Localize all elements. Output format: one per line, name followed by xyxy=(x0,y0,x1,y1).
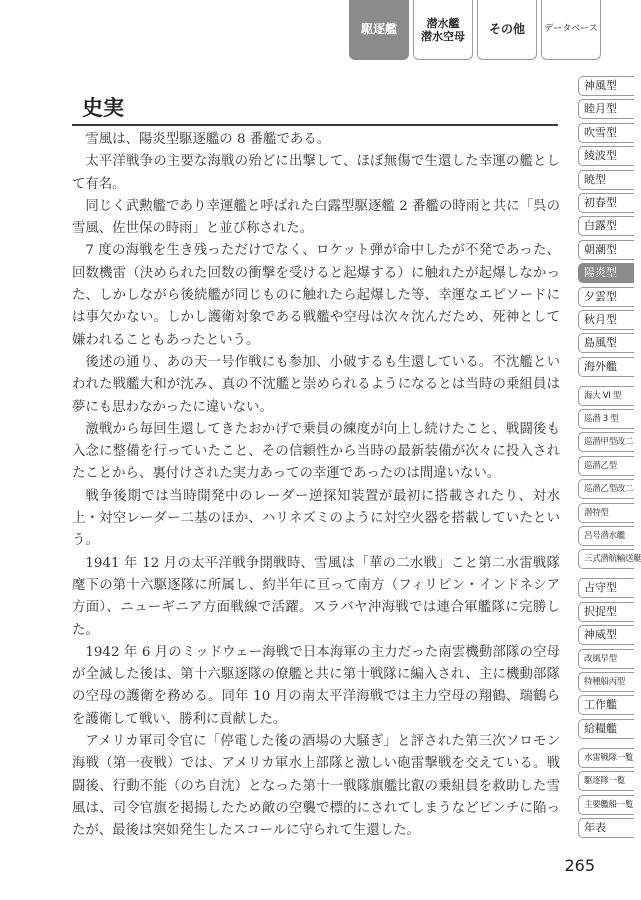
body-text xyxy=(72,129,560,843)
side-tab-31[interactable]: 年表 xyxy=(578,818,634,838)
side-tab-6[interactable]: 白露型 xyxy=(578,216,634,236)
top-tab-1[interactable]: 潜水艦 潜水空母 xyxy=(413,0,473,60)
side-tab-18[interactable]: 潜特型 xyxy=(578,503,634,523)
page-number: 265 xyxy=(564,856,595,875)
side-tab-5[interactable]: 初春型 xyxy=(578,193,634,213)
side-tab-21[interactable]: 占守型 xyxy=(578,578,634,598)
paragraph: 1941 年 12 月の太平洋戦争開戦時、雪風は「華の二水戦」こと第二水雷戦隊麾下の第十六駆逐隊に所属し、約半年に亘って南方（フィリピン・インドネシア方面）、ニューギニア方面戦線で活躍。スラバヤ沖海戦では連合軍艦隊に完勝した。 xyxy=(72,555,560,638)
paragraph: 7 度の海戦を生き残っただけでなく、ロケット弾が命中したが不発であった、回数機雷（決められた回数の衝撃を受けると起爆する）に触れたが起爆しなかった、しかしながら後続艦が同じものに触れたら起爆した等、幸運なエピソードには事欠かない。しかし護衛対象である戦艦や空母は次々沈んだため、死神として嫌われることもあったという。 xyxy=(72,243,560,348)
side-tab-16[interactable]: 巡潜乙型 xyxy=(578,456,634,476)
side-tab-8[interactable]: 陽炎型 xyxy=(578,263,634,283)
side-tab-27[interactable]: 給糧艦 xyxy=(578,719,634,739)
side-tab-29[interactable]: 駆逐隊一覧 xyxy=(578,771,634,791)
paragraph: 雪風は、陽炎型駆逐艦の 8 番艦である。 xyxy=(85,132,331,147)
side-tab-23[interactable]: 神威型 xyxy=(578,625,634,645)
side-index-tabs xyxy=(578,76,641,841)
side-tab-22[interactable]: 択捉型 xyxy=(578,602,634,622)
side-tab-15[interactable]: 巡潜甲型改二 xyxy=(578,432,634,452)
paragraph: アメリカ軍司令官に「停電した後の酒場の大騒ぎ」と評された第三次ソロモン海戦（第一夜戦）では、アメリカ軍水上部隊と激しい砲雷撃戦を交えている。戦闘後、行動不能（のち自沈）となった第十一戦隊旗艦比叡の乗組員を救助した雪風は、司令官旗を掲揚したため敵の空襲で標的にされてしまうなどピンチに陥ったが、最後は突如発生したスコールに守られて生還した。 xyxy=(72,734,560,839)
side-tab-10[interactable]: 秋月型 xyxy=(578,310,634,330)
paragraph: 1942 年 6 月のミッドウェー海戦で日本海軍の主力だった南雲機動部隊の空母が全滅した後は、第十六駆逐隊の僚艦と共に第十戦隊に編入され、主に機動部隊の空母の護衛を務める。同年 10 月の南太平洋海戦では主力空母の翔鶴、瑞鶴らを護衛して戦い、勝利に貢献した。 xyxy=(72,644,560,727)
side-tab-26[interactable]: 工作艦 xyxy=(578,695,634,715)
side-tab-17[interactable]: 巡潜乙型改二 xyxy=(578,479,634,499)
side-tab-1[interactable]: 睦月型 xyxy=(578,99,634,119)
side-tab-7[interactable]: 朝潮型 xyxy=(578,240,634,260)
paragraph: 太平洋戦争の主要な海戦の殆どに出撃して、ほぼ無傷で生還した幸運の艦として有名。 xyxy=(72,154,560,192)
top-tab-2[interactable]: その他 xyxy=(477,0,537,60)
side-tab-9[interactable]: 夕雲型 xyxy=(578,287,634,307)
side-tab-2[interactable]: 吹雪型 xyxy=(578,123,634,143)
side-tab-0[interactable]: 神風型 xyxy=(578,76,634,96)
side-tab-20[interactable]: 三式潜航輸送艇 xyxy=(578,549,634,569)
side-tab-3[interactable]: 綾波型 xyxy=(578,146,634,166)
section-title-rule xyxy=(72,124,558,126)
paragraph: 激戦から毎回生還してきたおかげで乗員の練度が向上し続けたこと、戦闘後も入念に整備を行っていたこと、その信頼性から当時の最新装備が次々に投入されたことから、裏付けされた実力あっての幸運であったのは間違いない。 xyxy=(72,421,560,482)
side-tab-25[interactable]: 特種船丙型 xyxy=(578,672,634,692)
side-tab-28[interactable]: 水雷戦隊一覧 xyxy=(578,748,634,768)
paragraph: 戦争後期では当時開発中のレーダー逆探知装置が最初に搭載されたり、対水上・対空レーダー二基のほか、ハリネズミのように対空火器を搭載していたという。 xyxy=(72,488,560,549)
side-tab-13[interactable]: 海大 VI 型 xyxy=(578,386,634,406)
side-tab-24[interactable]: 改風早型 xyxy=(578,649,634,669)
side-tab-14[interactable]: 巡潜 3 型 xyxy=(578,409,634,429)
side-tab-11[interactable]: 島風型 xyxy=(578,333,634,353)
side-tab-4[interactable]: 暁型 xyxy=(578,170,634,190)
side-tab-12[interactable]: 海外艦 xyxy=(578,357,634,377)
top-tab-3[interactable]: データベース xyxy=(541,0,601,60)
side-tab-19[interactable]: 呂号潜水艦 xyxy=(578,526,634,546)
paragraph: 後述の通り、あの天一号作戦にも参加、小破するも生還している。不沈艦といわれた戦艦大和が沈み、真の不沈艦と崇められるようになるとは当時の乗組員は夢にも思わなかったに違いない。 xyxy=(72,354,560,415)
section-title: 史実 xyxy=(82,96,124,120)
paragraph: 同じく武勲艦であり幸運艦と呼ばれた白露型駆逐艦 2 番艦の時雨と共に「呉の雪風、佐世保の時雨」と並び称された。 xyxy=(72,198,560,237)
top-tab-bar xyxy=(349,0,601,60)
top-tab-0[interactable]: 駆逐艦 xyxy=(349,0,409,60)
side-tab-30[interactable]: 主要艦船一覧 xyxy=(578,795,634,815)
